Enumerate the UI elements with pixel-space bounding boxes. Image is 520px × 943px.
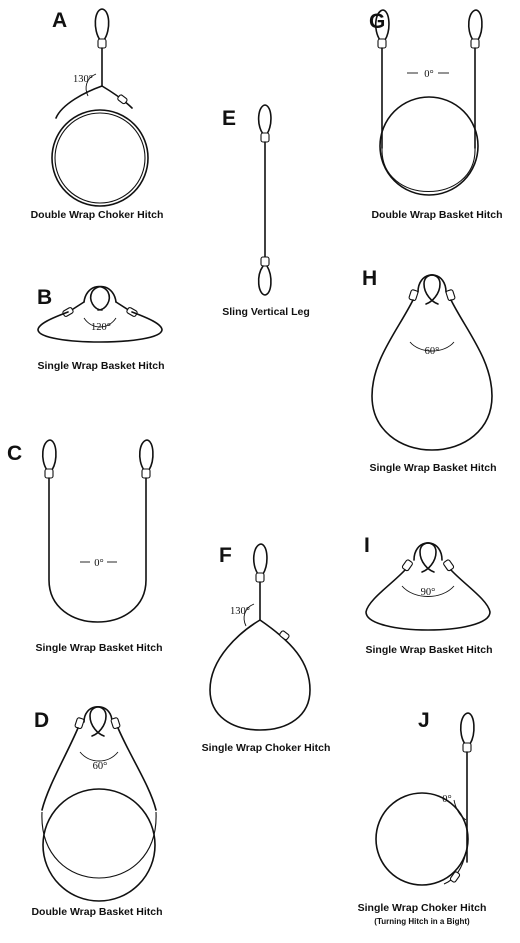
angle-label: 0° bbox=[442, 794, 452, 805]
sling-eye bbox=[90, 707, 112, 736]
sling-eye bbox=[469, 10, 482, 40]
figure-caption: Double Wrap Basket Hitch bbox=[371, 209, 503, 221]
sling-ferrule bbox=[111, 717, 121, 729]
sling-eye bbox=[414, 543, 436, 572]
sling-ferrule bbox=[409, 289, 419, 301]
figure-caption: Single Wrap Basket Hitch bbox=[365, 644, 493, 656]
sling-eye bbox=[91, 287, 116, 310]
figure-h bbox=[362, 267, 497, 474]
sling-eye bbox=[420, 543, 442, 572]
figure-f bbox=[202, 544, 331, 754]
sling-basket bbox=[49, 478, 146, 622]
figure-letter: J bbox=[418, 709, 430, 732]
figure-subcaption: (Turning Hitch in a Bight) bbox=[374, 917, 470, 926]
sling-eye bbox=[95, 9, 108, 40]
angle-arc bbox=[80, 752, 118, 761]
load-circle bbox=[43, 789, 155, 901]
figure-b bbox=[37, 286, 165, 372]
angle-label: 60° bbox=[424, 346, 440, 357]
figure-letter: C bbox=[7, 442, 23, 465]
angle-label: 60° bbox=[92, 761, 108, 772]
figure-letter: F bbox=[219, 544, 232, 567]
sling-ferrule bbox=[471, 39, 479, 48]
figure-caption: Double Wrap Choker Hitch bbox=[30, 209, 164, 221]
sling-ferrule bbox=[279, 630, 290, 640]
sling-leg bbox=[118, 728, 156, 810]
figure-g bbox=[369, 10, 503, 221]
figure-i bbox=[364, 534, 493, 656]
sling-ferrule bbox=[450, 871, 461, 883]
sling-ferrule bbox=[446, 289, 456, 301]
sling-wrap bbox=[42, 812, 156, 878]
sling-ferrule bbox=[463, 743, 471, 752]
figure-letter: B bbox=[37, 286, 53, 309]
angle-arc bbox=[454, 800, 466, 820]
angle-label: 130° bbox=[230, 606, 250, 617]
figure-letter: I bbox=[364, 534, 370, 557]
figure-letter: E bbox=[222, 107, 237, 130]
figure-j bbox=[358, 709, 487, 926]
sling-eye bbox=[259, 105, 271, 134]
figure-caption: Single Wrap Basket Hitch bbox=[35, 642, 163, 654]
load-circle bbox=[376, 793, 468, 885]
angle-label: 120° bbox=[91, 322, 111, 333]
sling-ferrule bbox=[261, 133, 269, 142]
sling-basket bbox=[366, 570, 490, 630]
sling-leg bbox=[102, 86, 132, 108]
sling-eye bbox=[254, 544, 267, 574]
sling-ferrule bbox=[402, 559, 413, 571]
sling-ferrule bbox=[75, 717, 85, 729]
sling-ferrule bbox=[261, 257, 269, 266]
sling-eye bbox=[461, 713, 474, 744]
sling-ferrule bbox=[443, 559, 454, 571]
sling-basket bbox=[372, 300, 492, 450]
sling-eye bbox=[418, 275, 440, 304]
sling-eye bbox=[140, 440, 153, 470]
figure-caption: Single Wrap Choker Hitch bbox=[201, 742, 331, 754]
figure-e bbox=[222, 105, 310, 318]
figure-letter: H bbox=[362, 267, 378, 290]
load-circle bbox=[380, 97, 478, 195]
sling-wrap bbox=[55, 113, 145, 203]
sling-wrap bbox=[382, 148, 475, 192]
figure-letter: A bbox=[52, 9, 68, 32]
figure-caption: Sling Vertical Leg bbox=[222, 306, 310, 318]
sling-eye bbox=[259, 266, 271, 295]
figure-a bbox=[31, 9, 164, 221]
figure-caption: Single Wrap Choker Hitch bbox=[357, 902, 487, 914]
sling-eye bbox=[43, 440, 56, 470]
sling-leg bbox=[42, 728, 78, 810]
figure-caption: Single Wrap Basket Hitch bbox=[369, 462, 497, 474]
angle-label: 0° bbox=[94, 558, 104, 569]
figure-caption: Single Wrap Basket Hitch bbox=[37, 360, 165, 372]
figure-d bbox=[31, 707, 162, 918]
load-circle bbox=[52, 110, 148, 206]
sling-loop bbox=[210, 620, 310, 730]
sling-ferrule bbox=[378, 39, 386, 48]
figure-caption: Double Wrap Basket Hitch bbox=[31, 906, 163, 918]
figure-letter: G bbox=[369, 10, 386, 33]
figure-letter: D bbox=[34, 709, 50, 732]
sling-eye bbox=[84, 287, 109, 310]
sling-ferrule bbox=[98, 39, 106, 48]
sling-eye bbox=[424, 275, 446, 304]
sling-eye bbox=[84, 707, 106, 736]
figure-c bbox=[7, 440, 163, 654]
angle-label: 130° bbox=[73, 74, 93, 85]
angle-label: 90° bbox=[420, 587, 436, 598]
angle-label: 0° bbox=[424, 69, 434, 80]
sling-ferrule bbox=[45, 469, 53, 478]
sling-ferrule bbox=[142, 469, 150, 478]
sling-ferrule bbox=[256, 573, 264, 582]
